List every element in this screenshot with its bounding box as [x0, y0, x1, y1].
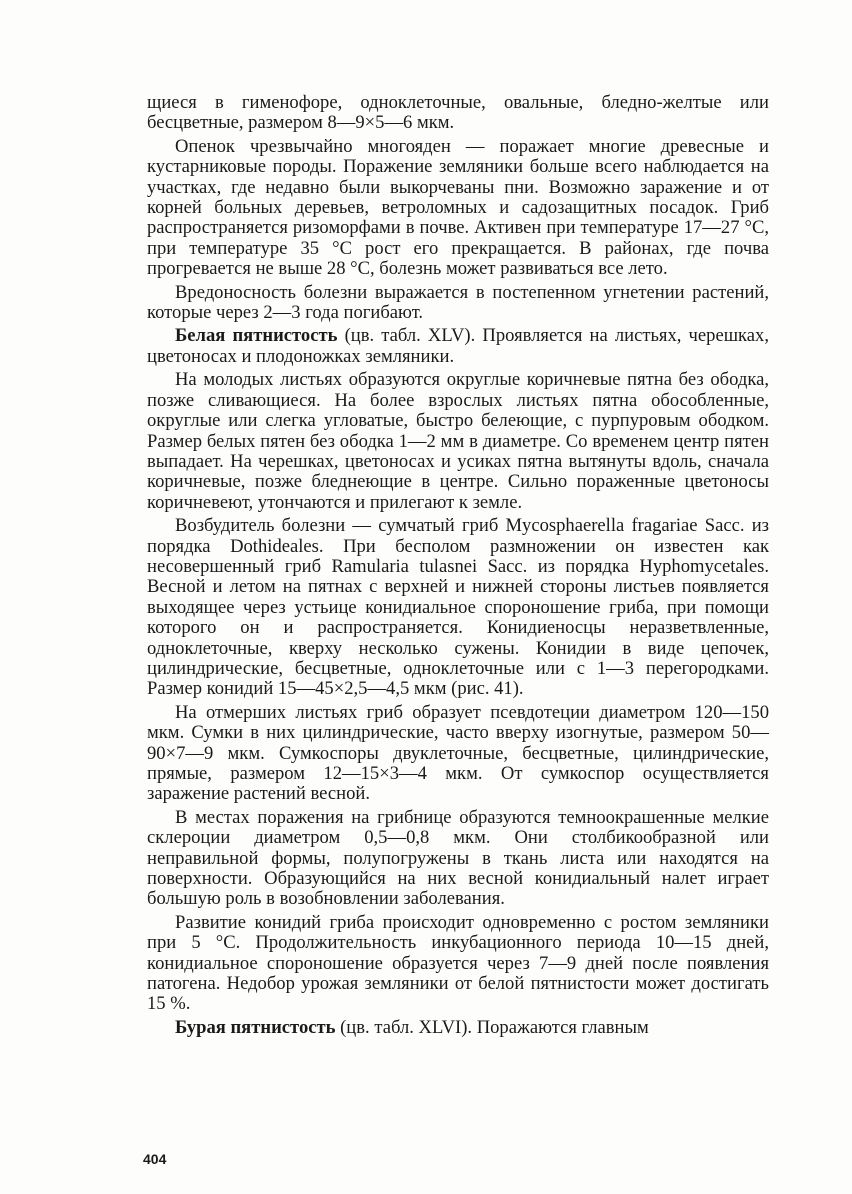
- paragraph-4: [147, 326, 769, 367]
- paragraph-8: [147, 808, 769, 910]
- paragraph-7: [147, 703, 769, 805]
- paragraph-text: Опенок чрезвычайно многояден — поражает многие древесные и кустарниковые породы. Поражение земляники больше всего наблюдается на участках, где недавно были выкорчеваны пни. Возможно заражение и от корней больных деревьев, ветроломных и садозащитных посадок. Гриб распространяется ризоморфами в почве. Активен при температуре 17—27 °С, при температуре 35 °С рост его прекращается. В районах, где почва прогревается не выше 28 °С, болезнь может развиваться все лето.: [147, 135, 769, 280]
- paragraph-3: [147, 283, 769, 324]
- paragraph-text: На отмерших листьях гриб образует псевдотеции диаметром 120—150 мкм. Сумки в них цилиндрические, часто вверху изогнутые, размером 50—90×7—9 мкм. Сумкоспоры двуклеточные, бесцветные, цилиндрические, прямые, размером 12—15×3—4 мкм. От сумкоспор осуществляется заражение растений весной.: [147, 701, 769, 805]
- paragraph-text: (цв. табл. XLVI). Поражаются главным: [335, 1016, 649, 1038]
- paragraph-text: На молодых листьях образуются округлые коричневые пятна без ободка, позже сливающиеся. На более взрослых листьях пятна обособленные, округлые или слегка угловатые, быстро белеющие, с пурпуровым ободком. Размер белых пятен без ободка 1—2 мм в диаметре. Со временем центр пятен выпадает. На черешках, цветоносах и усиках пятна вытянуты вдоль, сначала коричневые, позже бледнеющие в центре. Сильно пораженные цветоносы коричневеют, утончаются и прилегают к земле.: [147, 369, 769, 513]
- paragraph-text: Вредоносность болезни выражается в постепенном угнетении растений, которые через 2—3 года погибают.: [147, 281, 769, 324]
- paragraph-text: Развитие конидий гриба происходит одновременно с ростом земляники при 5 °С. Продолжительность инкубационного периода 10—15 дней, конидиальное спороношение образуется через 7—9 дней после появления патогена. Недобор урожая земляники от белой пятнистости может достигать 15 %.: [147, 911, 769, 1015]
- paragraph-10: [147, 1018, 769, 1038]
- paragraph-text: щиеся в гименофоре, одноклеточные, овальные, бледно-желтые или бесцветные, размером 8—9×5—6 мкм.: [147, 92, 769, 134]
- body-text: [147, 93, 769, 1041]
- page-number: 404: [143, 1151, 167, 1167]
- section-heading-white-spot: Белая пятнистость: [175, 325, 338, 347]
- paragraph-2: [147, 137, 769, 280]
- paragraph-text: В местах поражения на грибнице образуются темноокрашенные мелкие склероции диаметром 0,5—0,8 мкм. Они столбикообразной или неправильной формы, полупогружены в ткань листа или находятся на поверхности. Образующийся на них весной конидиальный налет играет большую роль в возобновлении заболевания.: [147, 806, 769, 910]
- section-heading-brown-spot: Бурая пятнистость: [175, 1016, 336, 1038]
- paragraph-9: [147, 913, 769, 1015]
- paragraph-5: [147, 370, 769, 513]
- paragraph-text: Возбудитель болезни — сумчатый гриб Mycosphaerella fragariae Sacc. из порядка Dothideales. При бесполом размножении он известен как несовершенный гриб Ramularia tulasnei Sacc. из порядка Hyphomycetales. Весной и летом на пятнах с верхней и нижней стороны листьев появляется выходящее через устьице конидиальное спороношение гриба, при помощи которого он и распространяется. Конидиеносцы неразветвленные, одноклеточные, кверху несколько сужены. Конидии в виде цепочек, цилиндрические, бесцветные, одноклеточные или с 1—3 перегородками. Размер конидий 15—45×2,5—4,5 мкм (рис. 41).: [147, 515, 769, 700]
- paragraph-6: [147, 516, 769, 700]
- paragraph-1: [147, 93, 769, 134]
- paragraph-text: (цв. табл. XLV). Проявляется на листьях, черешках, цветоносах и плодоножках земляники.: [147, 325, 769, 367]
